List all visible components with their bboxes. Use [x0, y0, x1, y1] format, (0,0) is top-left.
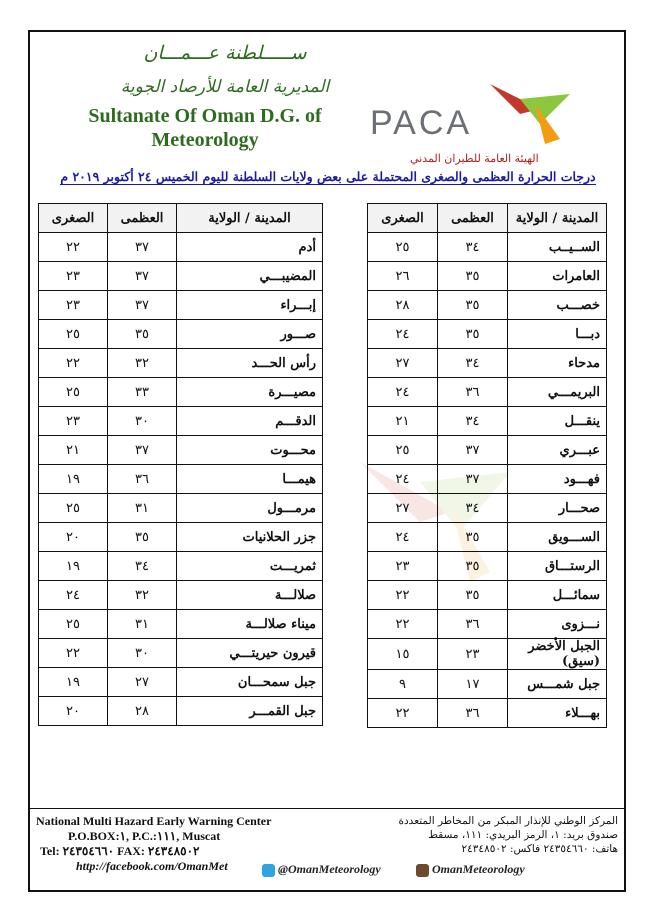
city-cell: خصـــب — [508, 291, 607, 320]
city-cell: إبـــراء — [177, 291, 323, 320]
table-row — [39, 349, 323, 378]
max-temp-cell: ٣٤ — [438, 494, 508, 523]
city-cell: بهـــلاء — [508, 699, 607, 728]
paca-logo-arabic: الهيئة العامة للطيران المدني — [410, 152, 539, 165]
table-row — [39, 697, 323, 726]
table-row — [39, 639, 323, 668]
page-heading — [30, 169, 626, 184]
table-row — [368, 233, 607, 262]
document-frame — [28, 30, 626, 892]
table-row — [39, 320, 323, 349]
temperatures-table-north — [367, 203, 607, 728]
city-cell: جبل شمـــس — [508, 670, 607, 699]
arabic-title-sultanate: ســـــلطنة عـــمـــان — [143, 42, 307, 64]
table-row — [368, 523, 607, 552]
footer-arabic — [399, 814, 619, 856]
min-temp-cell: ٢٠ — [39, 523, 108, 552]
city-cell: محـــوت — [177, 436, 323, 465]
city-cell: هيمـــا — [177, 465, 323, 494]
footer-divider — [30, 808, 626, 809]
table-row — [39, 233, 323, 262]
min-temp-cell: ١٩ — [39, 465, 108, 494]
min-temp-cell: ١٩ — [39, 552, 108, 581]
table-row — [368, 494, 607, 523]
max-temp-cell: ٣٥ — [438, 552, 508, 581]
footer-ar-center-name: المركز الوطني للإنذار المبكر من المخاطر المتعددة — [398, 815, 618, 827]
table-row — [368, 699, 607, 728]
city-cell: ميناء صلالـــة — [177, 610, 323, 639]
table-row — [368, 610, 607, 639]
max-temp-cell: ٣٦ — [438, 378, 508, 407]
city-cell: قيرون حيريتـــي — [177, 639, 323, 668]
max-temp-cell: ٣٥ — [438, 581, 508, 610]
max-temp-cell: ٢٣ — [438, 639, 508, 670]
table-row — [39, 610, 323, 639]
table-row — [368, 581, 607, 610]
max-temp-cell: ٣٤ — [108, 552, 177, 581]
header-city: المدينة / الولاية — [177, 204, 323, 233]
min-temp-cell: ٢٥ — [39, 320, 108, 349]
min-temp-cell: ٢٨ — [368, 291, 438, 320]
max-temp-cell: ٣٥ — [108, 320, 177, 349]
max-temp-cell: ٢٧ — [108, 668, 177, 697]
city-cell: مدحاء — [508, 349, 607, 378]
header-city: المدينة / الولاية — [508, 204, 607, 233]
city-cell: المضيبـــي — [177, 262, 323, 291]
min-temp-cell: ٢٥ — [39, 494, 108, 523]
min-temp-cell: ٢١ — [39, 436, 108, 465]
min-temp-cell: ٢٧ — [368, 349, 438, 378]
city-cell: صلالـــة — [177, 581, 323, 610]
footer-ar-address: صندوق بريد: ١، الرمز البريدي: ١١١، مسقط — [428, 829, 618, 841]
table-row — [39, 436, 323, 465]
city-cell: الســيــب — [508, 233, 607, 262]
twitter-handle: @OmanMeteorology — [278, 862, 381, 876]
max-temp-cell: ٣٢ — [108, 349, 177, 378]
table-row — [368, 262, 607, 291]
max-temp-cell: ٣٧ — [108, 233, 177, 262]
city-cell: جبل القمـــر — [177, 697, 323, 726]
min-temp-cell: ٢٤ — [368, 523, 438, 552]
min-temp-cell: ٢٧ — [368, 494, 438, 523]
max-temp-cell: ٣٦ — [438, 699, 508, 728]
max-temp-cell: ٣٥ — [438, 523, 508, 552]
min-temp-cell: ٢٤ — [368, 320, 438, 349]
min-temp-cell: ٩ — [368, 670, 438, 699]
max-temp-cell: ٣٦ — [438, 610, 508, 639]
footer-english — [36, 814, 271, 874]
min-temp-cell: ٢٣ — [39, 291, 108, 320]
max-temp-cell: ٣٧ — [438, 465, 508, 494]
max-temp-cell: ٣٧ — [108, 291, 177, 320]
min-temp-cell: ٢٣ — [39, 407, 108, 436]
max-temp-cell: ٣٧ — [108, 262, 177, 291]
city-cell: دبـــا — [508, 320, 607, 349]
table-row — [368, 407, 607, 436]
min-temp-cell: ٢٤ — [368, 378, 438, 407]
city-cell: رأس الحـــد — [177, 349, 323, 378]
city-cell: العامرات — [508, 262, 607, 291]
min-temp-cell: ٢٥ — [368, 233, 438, 262]
twitter-icon — [262, 864, 275, 877]
header-min: الصغرى — [39, 204, 108, 233]
max-temp-cell: ٣٢ — [108, 581, 177, 610]
city-cell: الســـويق — [508, 523, 607, 552]
paca-logo — [370, 64, 590, 165]
paca-logo-text: PACA — [370, 104, 473, 142]
min-temp-cell: ٢٥ — [368, 436, 438, 465]
city-cell: فهـــود — [508, 465, 607, 494]
table-row — [39, 552, 323, 581]
table-row — [39, 465, 323, 494]
city-cell: صـــور — [177, 320, 323, 349]
max-temp-cell: ٣٧ — [108, 436, 177, 465]
city-cell: صحـــار — [508, 494, 607, 523]
max-temp-cell: ١٧ — [438, 670, 508, 699]
city-cell: عبـــري — [508, 436, 607, 465]
city-cell: نـــزوى — [508, 610, 607, 639]
footer-phone: Tel: ٢٤٣٥٤٦٦٠ FAX: ٢٤٣٤٨٥٠٢ — [40, 844, 200, 858]
city-cell: ينقـــل — [508, 407, 607, 436]
city-cell: الدقـــم — [177, 407, 323, 436]
max-temp-cell: ٣٧ — [438, 436, 508, 465]
footer-center-name: National Multi Hazard Early Warning Center — [36, 814, 272, 828]
min-temp-cell: ٢٢ — [368, 699, 438, 728]
page-heading-text: درجات الحرارة العظمى والصغرى المحتملة على بعض ولايات السلطنة لليوم الخميس ٢٤ أكتوبر ٢٠١٩ م — [60, 169, 596, 184]
city-cell: جزر الحلانيات — [177, 523, 323, 552]
arabic-title-directorate: المديرية العامة للأرصاد الجوية — [120, 77, 330, 97]
city-cell: الرستـــاق — [508, 552, 607, 581]
city-cell: جبل سمحـــان — [177, 668, 323, 697]
table-row — [39, 523, 323, 552]
table-row — [368, 378, 607, 407]
table-row — [368, 349, 607, 378]
min-temp-cell: ١٥ — [368, 639, 438, 670]
header-max: العظمى — [108, 204, 177, 233]
max-temp-cell: ٣٣ — [108, 378, 177, 407]
instagram-handle: OmanMeteorology — [432, 862, 525, 876]
max-temp-cell: ٣٤ — [438, 407, 508, 436]
max-temp-cell: ٣٠ — [108, 639, 177, 668]
max-temp-cell: ٣٥ — [108, 523, 177, 552]
min-temp-cell: ٢٢ — [39, 233, 108, 262]
max-temp-cell: ٢٨ — [108, 697, 177, 726]
instagram-icon — [416, 864, 429, 877]
city-cell: مصيـــرة — [177, 378, 323, 407]
footer-facebook-link[interactable]: http://facebook.com/OmanMet — [76, 859, 228, 873]
min-temp-cell: ٢١ — [368, 407, 438, 436]
city-cell: ثمريـــت — [177, 552, 323, 581]
header-min: الصغرى — [368, 204, 438, 233]
min-temp-cell: ٢٠ — [39, 697, 108, 726]
table-row — [368, 670, 607, 699]
table-row — [39, 581, 323, 610]
max-temp-cell: ٣٥ — [438, 320, 508, 349]
min-temp-cell: ٢٢ — [368, 610, 438, 639]
city-cell: أدم — [177, 233, 323, 262]
min-temp-cell: ٢٣ — [368, 552, 438, 581]
table-row — [39, 291, 323, 320]
table-row — [368, 291, 607, 320]
max-temp-cell: ٣١ — [108, 494, 177, 523]
header-max: العظمى — [438, 204, 508, 233]
city-cell: مرمـــول — [177, 494, 323, 523]
min-temp-cell: ٢٤ — [368, 465, 438, 494]
table-row — [368, 552, 607, 581]
table-row — [39, 407, 323, 436]
max-temp-cell: ٣٤ — [438, 349, 508, 378]
min-temp-cell: ٢٣ — [39, 262, 108, 291]
min-temp-cell: ٢٤ — [39, 581, 108, 610]
instagram-link[interactable] — [416, 862, 525, 877]
max-temp-cell: ٣٠ — [108, 407, 177, 436]
table-row — [39, 378, 323, 407]
min-temp-cell: ٢٥ — [39, 610, 108, 639]
city-cell: سمائـــل — [508, 581, 607, 610]
max-temp-cell: ٣١ — [108, 610, 177, 639]
table-row — [368, 320, 607, 349]
english-title: Sultanate Of Oman D.G. of Meteorology — [88, 105, 322, 151]
min-temp-cell: ٢٢ — [368, 581, 438, 610]
table-row — [39, 494, 323, 523]
max-temp-cell: ٣٤ — [438, 233, 508, 262]
twitter-link[interactable] — [262, 862, 381, 877]
table-row — [39, 262, 323, 291]
temperatures-table-south — [38, 203, 323, 726]
min-temp-cell: ٢٥ — [39, 378, 108, 407]
footer-address: P.O.BOX:١, P.C.:١١١, Muscat — [68, 829, 221, 843]
city-cell: الجبل الأخضر (سيق) — [508, 639, 607, 670]
table-row — [39, 668, 323, 697]
table-row — [368, 639, 607, 670]
table-row — [368, 436, 607, 465]
max-temp-cell: ٣٥ — [438, 291, 508, 320]
min-temp-cell: ٢٢ — [39, 639, 108, 668]
min-temp-cell: ١٩ — [39, 668, 108, 697]
city-cell: البريمـــي — [508, 378, 607, 407]
max-temp-cell: ٣٦ — [108, 465, 177, 494]
min-temp-cell: ٢٦ — [368, 262, 438, 291]
min-temp-cell: ٢٢ — [39, 349, 108, 378]
max-temp-cell: ٣٥ — [438, 262, 508, 291]
table-row — [368, 465, 607, 494]
footer-ar-phone: هاتف: ٢٤٣٥٤٦٦٠ فاكس: ٢٤٣٤٨٥٠٢ — [461, 843, 618, 855]
